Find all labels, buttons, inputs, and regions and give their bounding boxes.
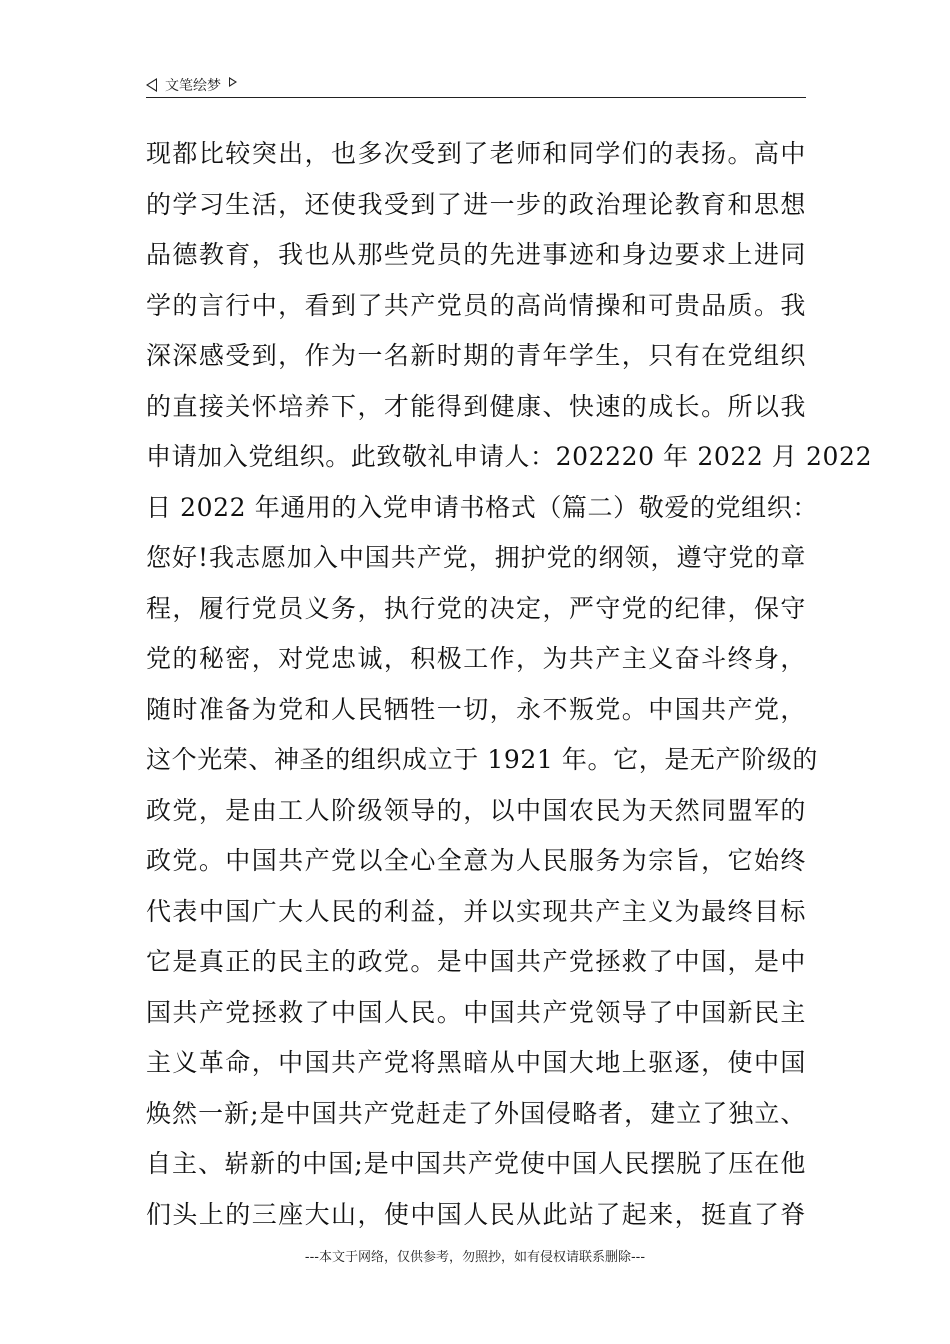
page-header [146,72,806,98]
body-line: 焕然一新;是中国共产党赶走了外国侵略者，建立了独立、 [146,1098,806,1128]
body-line: 随时准备为党和人民牺牲一切，永不叛党。中国共产党， [146,694,806,724]
body-line: 政党，是由工人阶级领导的，以中国农民为天然同盟军的 [146,795,806,825]
header-title: 文笔绘梦 [165,78,221,94]
body-line: 自主、崭新的中国;是中国共产党使中国人民摆脱了压在他 [146,1149,806,1178]
body-line: 政党。中国共产党以全心全意为人民服务为宗旨，它始终 [146,846,806,875]
body-line: 学的言行中，看到了共产党员的高尚情操和可贵品质。我 [146,290,806,320]
document-body [146,129,873,1240]
body-line: 程，履行党员义务，执行党的决定，严守党的纪律，保守 [146,593,806,623]
header-divider [146,97,806,98]
body-line: 申请加入党组织。此致敬礼申请人：202220 年 2022 月 2022 [146,442,873,471]
body-line: 这个光荣、神圣的组织成立于 1921 年。它，是无产阶级的 [146,745,818,774]
triangle-right-icon [229,77,237,87]
body-line: 代表中国广大人民的利益，并以实现共产主义为最终目标 [146,896,806,926]
body-line: 深深感受到，作为一名新时期的青年学生，只有在党组织 [146,341,806,370]
body-line: 国共产党拯救了中国人民。中国共产党领导了中国新民主 [146,997,806,1027]
body-line: 的直接关怀培养下，才能得到健康、快速的成长。所以我 [146,391,806,421]
body-line: 们头上的三座大山，使中国人民从此站了起来，挺直了脊 [146,1199,806,1229]
body-line: 品德教育，我也从那些党员的先进事迹和身边要求上进同 [146,240,806,269]
body-line: 现都比较突出，也多次受到了老师和同学们的表扬。高中 [146,139,806,168]
body-line: 您好!我志愿加入中国共产党，拥护党的纲领，遵守党的章 [146,543,806,572]
triangle-left-icon [146,78,157,92]
body-line: 它是真正的民主的政党。是中国共产党拯救了中国，是中 [146,947,806,976]
body-line: 主义革命，中国共产党将黑暗从中国大地上驱逐，使中国 [146,1048,806,1077]
footer-notice: ---本文于网络，仅供参考，勿照抄，如有侵权请联系删除--- [304,1250,646,1265]
body-line: 党的秘密，对党忠诚，积极工作，为共产主义奋斗终身， [146,644,806,673]
body-line: 日 2022 年通用的入党申请书格式（篇二）敬爱的党组织： [146,492,818,522]
body-line: 的学习生活，还使我受到了进一步的政治理论教育和思想 [146,189,806,219]
